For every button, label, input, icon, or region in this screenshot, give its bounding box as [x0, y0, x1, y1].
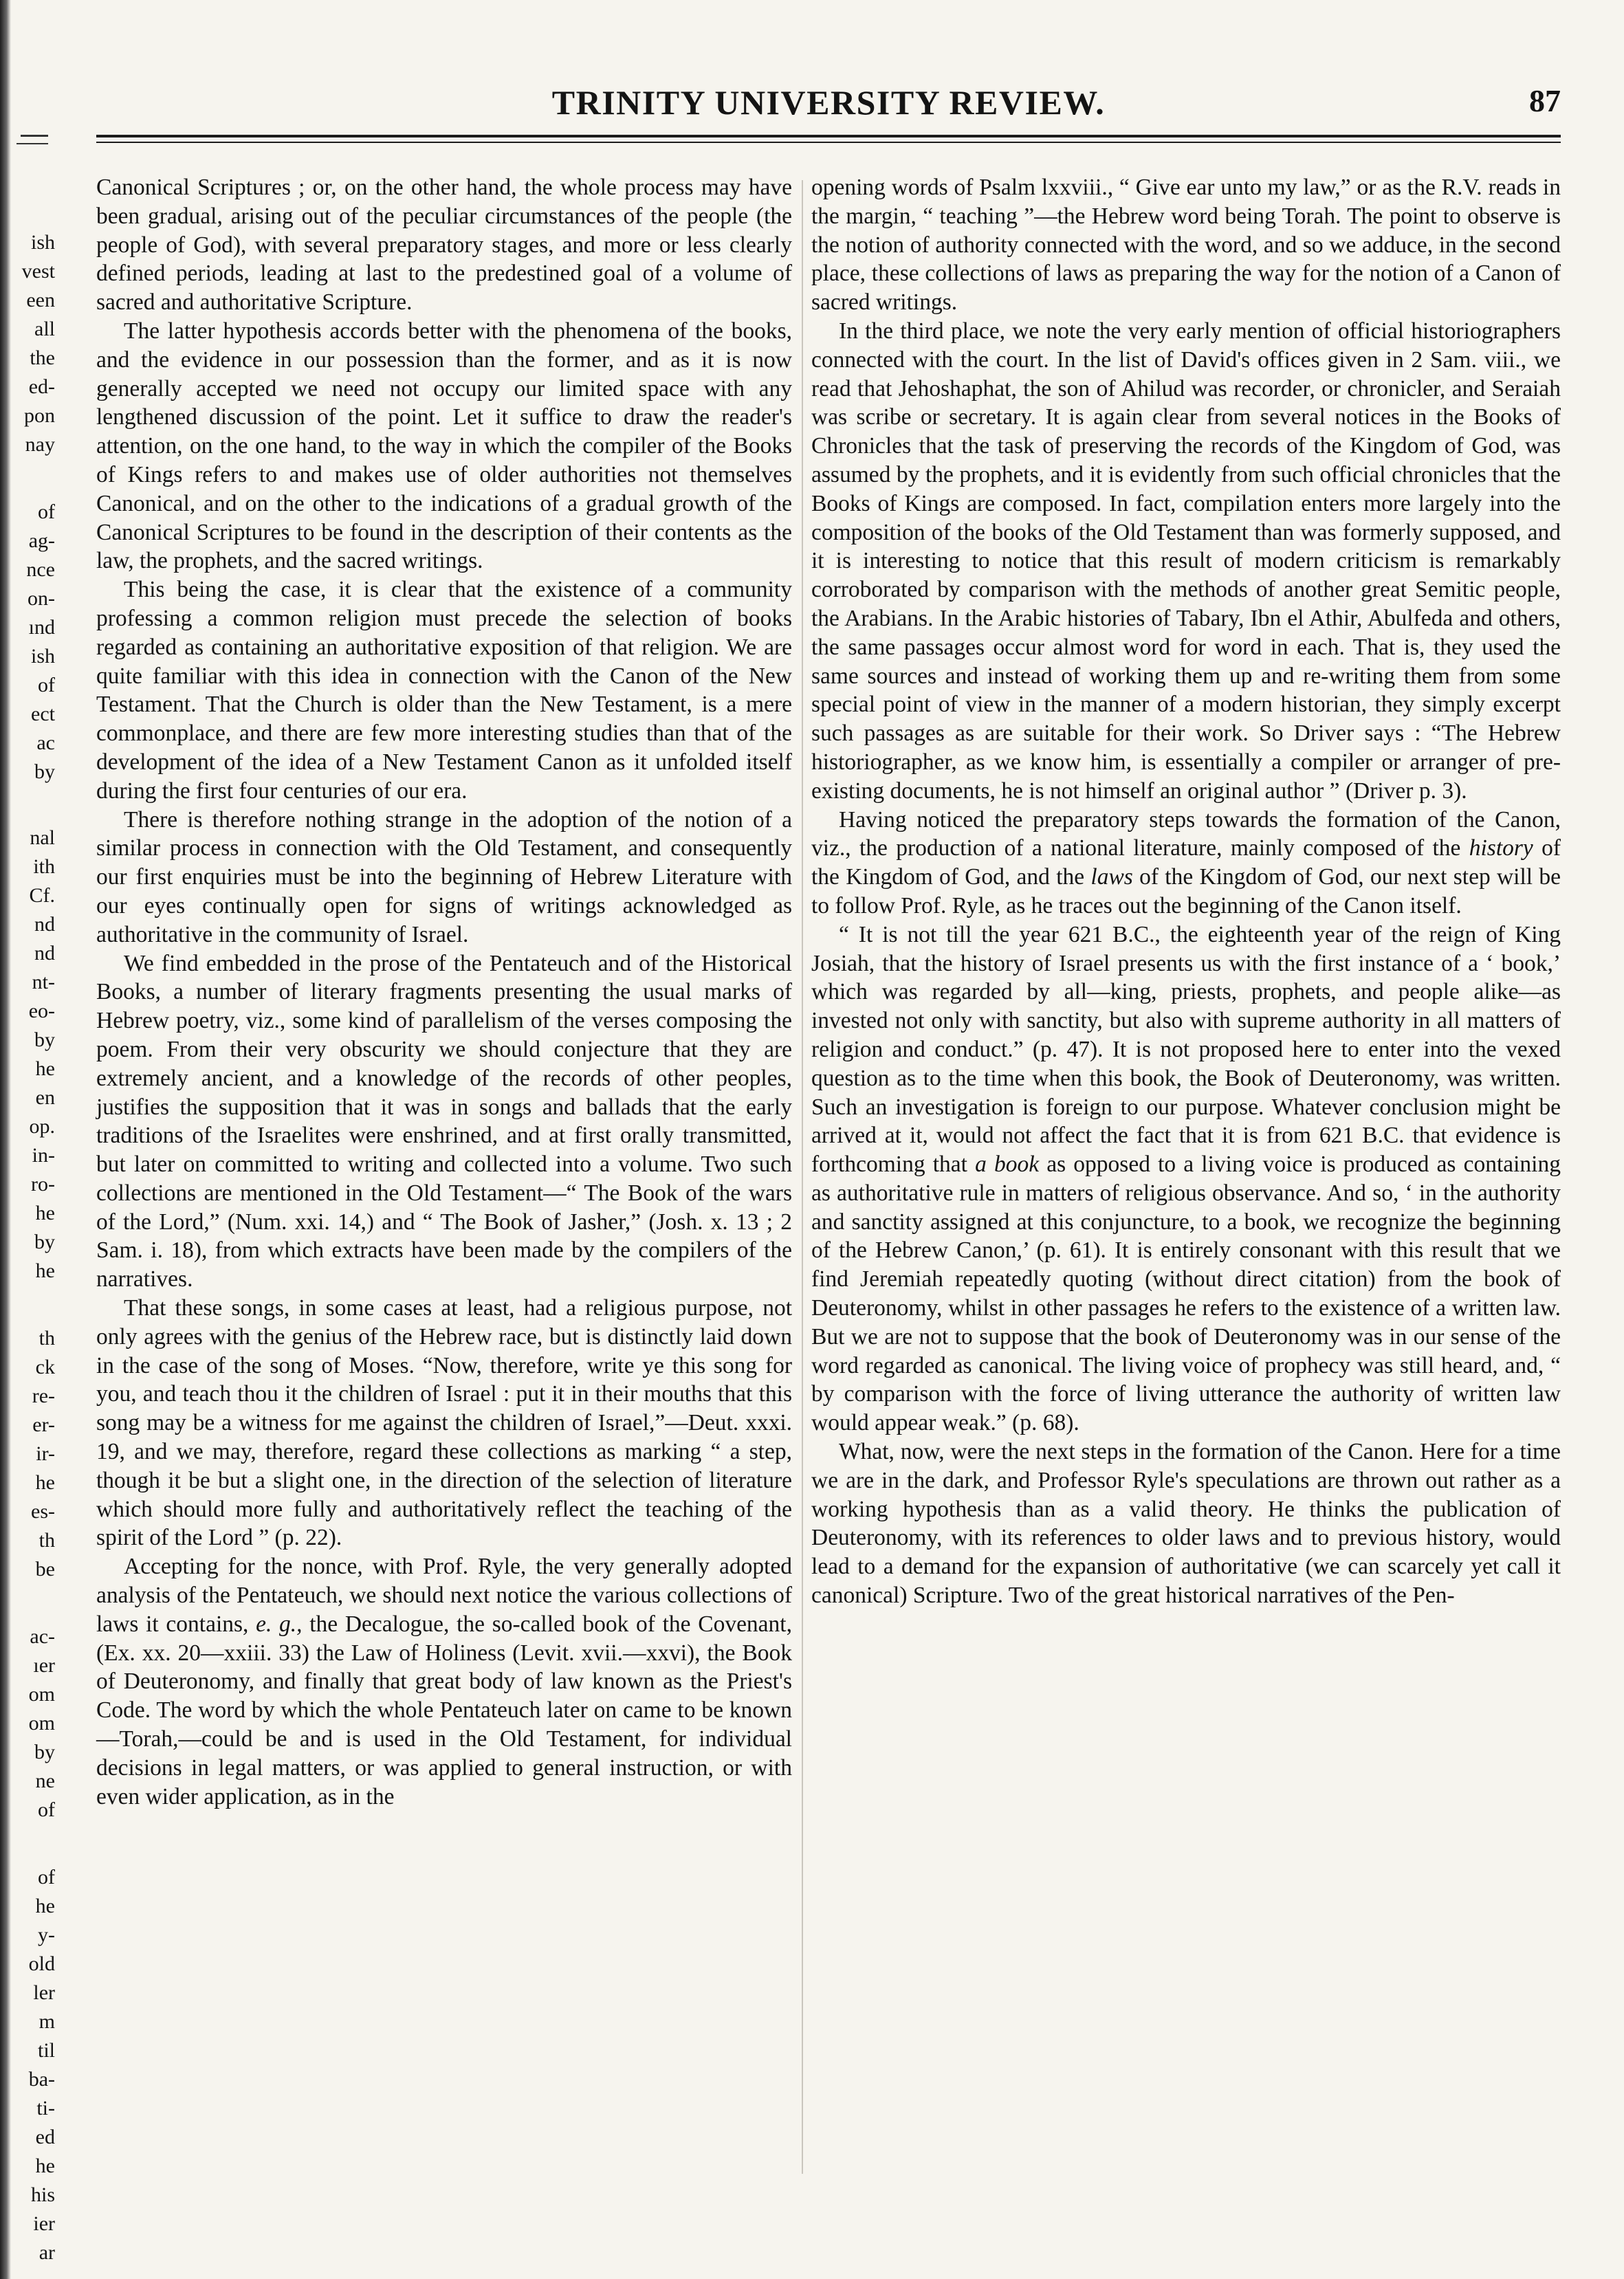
page-header	[96, 82, 1561, 124]
header-rule-thick	[96, 135, 1561, 137]
gutter-fragment: ınd	[28, 616, 55, 639]
gutter-fragment: ag-	[28, 529, 55, 552]
gutter-fragment: een	[26, 289, 55, 311]
gutter-fragment: ed-	[28, 375, 55, 398]
gutter-fragment: ed	[35, 2126, 55, 2148]
binding-gutter	[0, 0, 62, 2279]
gutter-fragment: all	[34, 318, 55, 340]
gutter-fragment: eo-	[28, 1000, 55, 1022]
paragraph: This being the case, it is clear that the existence of a community professing a common religion must precede the selection of books regarded as containing an authoritative exposition of that religion. We are quite familiar with this idea in connection with the Canon of the New Testament. That the Church is older than the New Testament, is a mere commonplace, and there are few more interesting studies than that of the development of the idea of a New Testament Canon as it unfolded itself during the first four centuries of our era.	[96, 577, 792, 804]
header-rule-thin	[96, 142, 1561, 143]
gutter-fragment: y-	[38, 1924, 55, 1946]
gutter-fragment: ac-	[30, 1625, 55, 1648]
gutter-fragment: th	[39, 1529, 55, 1552]
text-run: the Decalogue, the so-called book of the Covenant, (Ex. xx. 20—xxiii. 33) the Law of Holiness (Levit. xvii.—xxvi), the Book of Deuteronomy, and finally that great body of law known as the Priest's Code. The word by which the whole Pentateuch later on came to be known —Torah,—could be and is used in the Old Testament, for individual decisions in legal matters, or was applied to general instruction, or with even wider application, as in the	[96, 1611, 792, 1809]
text-run: of the Kingdom of God, our next step will be to follow Prof. Ryle, as he traces out the beginning of the Canon itself.	[811, 864, 1561, 918]
gutter-fragment: he	[35, 2155, 55, 2177]
gutter-fragment: he	[35, 1895, 55, 1917]
gutter-fragment: ish	[30, 231, 55, 254]
paragraph	[96, 1552, 792, 1811]
gutter-fragment: he	[35, 1057, 55, 1080]
gutter-fragment: he	[35, 1202, 55, 1224]
gutter-fragment: en	[35, 1086, 55, 1109]
gutter-fragment: ro-	[31, 1173, 55, 1196]
gutter-fragment: of	[38, 674, 55, 696]
gutter-fragment: by	[34, 1028, 55, 1051]
gutter-fragment: er-	[32, 1413, 55, 1436]
gutter-fragment: m	[39, 2010, 55, 2033]
paragraph: That these songs, in some cases at least, had a religious purpose, not only agrees with the genius of the Hebrew race, but is distinctly laid down in the case of the song of Moses. “Now, therefore, write ye this song for you, and teach thou it the children of Israel : put it in their mouths that this song may be a witness for me against the children of Israel,”—Deut. xxxi. 19, and we may, therefore, regard these collections as marking “ a step, though it be but a slight one, in the direction of the selection of literature which should more fully and authoritatively reflect the teaching of the spirit of the Lord ” (p. 22).	[96, 1295, 792, 1551]
gutter-fragment: re-	[32, 1385, 55, 1407]
gutter-fragment: of	[38, 1866, 55, 1889]
gutter-fragment: ck	[35, 1356, 55, 1378]
page-number: 87	[1529, 83, 1561, 118]
paragraph: The latter hypothesis accords better with the phenomena of the books, and the evidence in our possession than the former, and as it is now generally accepted we need not occupy our limited space with any lengthened discussion of the point. Let it suffice to draw the reader's attention, on the one hand, to the way in which the compiler of the Books of Kings refers to and makes use of older authorities not themselves Canonical, and on the other to the indications of a gradual growth of the Canonical Scriptures to be found in the description of their contents as the law, the prophets, and the sacred writings.	[96, 318, 792, 574]
gutter-fragment: the	[30, 346, 55, 369]
gutter-fragment: th	[39, 1327, 55, 1350]
gutter-fragment: op.	[29, 1115, 55, 1138]
column-divider	[802, 180, 803, 2174]
gutter-fragment: ti-	[36, 2097, 55, 2120]
adjacent-page-fragments	[12, 0, 62, 2279]
paragraph: What, now, were the next steps in the formation of the Canon. Here for a time we are in the dark, and Professor Ryle's speculations are thrown out rather as a working hypothesis than as a valid theory. He thinks the publication of Deuteronomy, with its references to older laws and to previous history, would lead to a demand for the expansion of authoritative (we can scarcely yet call it canonical) Scripture. Two of the great historical narratives of the Pen-	[811, 1439, 1561, 1609]
gutter-fragment: by	[34, 760, 55, 783]
gutter-fragment: he	[35, 1471, 55, 1494]
gutter-fragment: of	[38, 1798, 55, 1821]
gutter-fragment: ıer	[33, 1654, 55, 1677]
gutter-fragment: ir-	[36, 1442, 55, 1465]
paragraph: opening words of Psalm lxxviii., “ Give ear unto my law,” or as the R.V. reads in the margin, “ teaching ”—the Hebrew word being Torah. The point to observe is the notion of authority connected with the word, and so we adduce, in the second place, these collections of laws as preparing the way for the notion of a Canon of sacred writings.	[811, 175, 1561, 316]
italic-run: a book	[975, 1152, 1040, 1178]
gutter-fragment: ar	[39, 2241, 55, 2264]
italic-run: laws	[1090, 864, 1133, 890]
gutter-fragment: Cf.	[29, 884, 55, 907]
gutter-fragment: ler	[33, 1981, 55, 2004]
gutter-fragment: he	[35, 1259, 55, 1282]
running-title: TRINITY UNIVERSITY REVIEW.	[551, 83, 1106, 122]
gutter-fragment: nay	[25, 433, 55, 456]
text-run: Having noticed the preparatory steps towards the formation of the Canon, viz., the production of a national literature, mainly composed of the	[811, 806, 1561, 861]
paragraph	[811, 921, 1561, 1438]
right-column	[811, 173, 1561, 1610]
gutter-fragment: vest	[21, 260, 55, 283]
gutter-fragment: ba-	[28, 2068, 55, 2091]
gutter-fragment: ne	[35, 1770, 55, 1792]
gutter-fragment: ier	[33, 2212, 55, 2235]
gutter-fragment: til	[37, 2039, 55, 2062]
gutter-fragment: old	[28, 1952, 55, 1975]
gutter-fragment: by	[34, 1231, 55, 1253]
gutter-fragment: es-	[31, 1500, 55, 1523]
gutter-fragment: pon	[24, 404, 55, 427]
gutter-fragment: ith	[33, 855, 55, 878]
gutter-fragment: of	[38, 500, 55, 523]
gutter-fragment: nd	[34, 913, 55, 936]
italic-run: e. g.,	[256, 1611, 303, 1637]
italic-run: history	[1469, 835, 1533, 861]
gutter-fragment: in-	[32, 1144, 55, 1167]
gutter-fragment: nt-	[32, 971, 55, 993]
gutter-fragment: be	[35, 1558, 55, 1581]
text-run: as opposed to a living voice is produced as containing as authoritative rule in matters of religious observance. And so, ‘ in the authority and sanctity assigned at this conjuncture, to a book, we recognize the beginning of the Hebrew Canon,’ (p. 61). It is entirely consonant with this result that we find Jeremiah repeatedly quoting (without direct citation) from the book of Deuteronomy, whilst in other passages he refers to the existence of a written law. But we are not to suppose that the book of Deuteronomy was in our sense of the word regarded as canonical. The living voice of prophecy was still heard, and, “ by comparison with the force of living utterance the authority of written law would appear weak.” (p. 68).	[811, 1152, 1561, 1436]
gutter-fragment: by	[34, 1741, 55, 1763]
text-run: of the Kingdom of God, and the	[811, 835, 1561, 890]
paragraph: We find embedded in the prose of the Pentateuch and of the Historical Books, a number of literary fragments presenting the usual marks of Hebrew poetry, viz., some kind of parallelism of the verses composing the poem. From their very obscurity we should conjecture that they are extremely ancient, and a knowledge of the records of other peoples, justifies the supposition that it was in songs and ballads that the early traditions of the Israelites were enshrined, and at first orally transmitted, but later on committed to writing and collected into a volume. Two such collections are mentioned in the Old Testament—“ The Book of the wars of the Lord,” (Num. xxi. 14,) and “ The Book of Jasher,” (Josh. x. 13 ; 2 Sam. i. 18), from which extracts have been made by the compilers of the narratives.	[96, 950, 792, 1292]
paragraph	[811, 806, 1561, 921]
gutter-fragment: ac	[36, 731, 55, 754]
text-run: “ It is not till the year 621 B.C., the eighteenth year of the reign of King Josiah, that the history of Israel presents us with the first instance of a ‘ book,’ which was regarded by all—king, priests, prophets, and people alike—as invested not only with sanctity, but also with supreme authority in all matters of religion and conduct.” (p. 47). It is not proposed here to enter into the vexed question as to the time when this book, the Book of Deuteronomy, was written. Such an investigation is foreign to our purpose. Whatever conclusion might be arrived at it, would not affect the fact that it is from 621 B.C. that evidence is forthcoming that	[811, 921, 1561, 1178]
gutter-fragment: nce	[26, 558, 55, 581]
gutter-fragment: ish	[30, 645, 55, 668]
left-column	[96, 173, 792, 1811]
paragraph: There is therefore nothing strange in the adoption of the notion of a similar process in connection with the Old Testament, and consequently our first enquiries must be into the beginning of Hebrew Literature with our eyes continually open for signs of writings acknowledged as authoritative in the community of Israel.	[96, 806, 792, 947]
paragraph: Canonical Scriptures ; or, on the other hand, the whole process may have been gradual, arising out of the peculiar circumstances of the people (the people of God), with several preparatory stages, and more or less clearly defined periods, leading at last to the predestined goal of a volume of sacred and authoritative Scripture.	[96, 175, 792, 316]
gutter-fragment: on-	[28, 587, 55, 610]
gutter-fragment: ect	[31, 703, 55, 725]
gutter-fragment: nd	[34, 942, 55, 965]
gutter-fragment: om	[28, 1683, 55, 1706]
paragraph: In the third place, we note the very early mention of official historiographers connected with the court. In the list of David's offices given in 2 Sam. viii., we read that Jehoshaphat, the son of Ahilud was recorder, or chronicler, and Seraiah was scribe or secretary. It is again clear from several notices in the Books of Chronicles that the task of preserving the records of the Kingdom of God, was assumed by the prophets, and it is evidently from such official chronicles that the Books of Kings are composed. In fact, compilation enters more largely into the composition of the books of the Old Testament than was formerly supposed, and it is interesting to notice that this result of modern criticism is remarkably corroborated by comparison with the methods of another great Semitic people, the Arabians. In the Arabic histories of Tabary, Ibn el Athir, Abulfeda and others, the same passages occur almost word for word in each. That is, they used the same sources and instead of working them up and re-writing them from some special point of view in the manner of a modern historian, they simply excerpt such passages as are suitable for their work. So Driver says : “The Hebrew historiographer, as we know him, is essentially a compiler or arranger of pre-existing documents, he is not himself an original author ” (Driver p. 3).	[811, 318, 1561, 804]
text-run: Accepting for the nonce, with Prof. Ryle, the very generally adopted analysis of the Pentateuch, we should next notice the various collections of laws it contains,	[96, 1554, 792, 1637]
gutter-fragment: om	[28, 1712, 55, 1735]
binding-shadow	[0, 0, 11, 2279]
gutter-fragment: nal	[30, 826, 55, 849]
gutter-fragment: his	[30, 2183, 55, 2206]
